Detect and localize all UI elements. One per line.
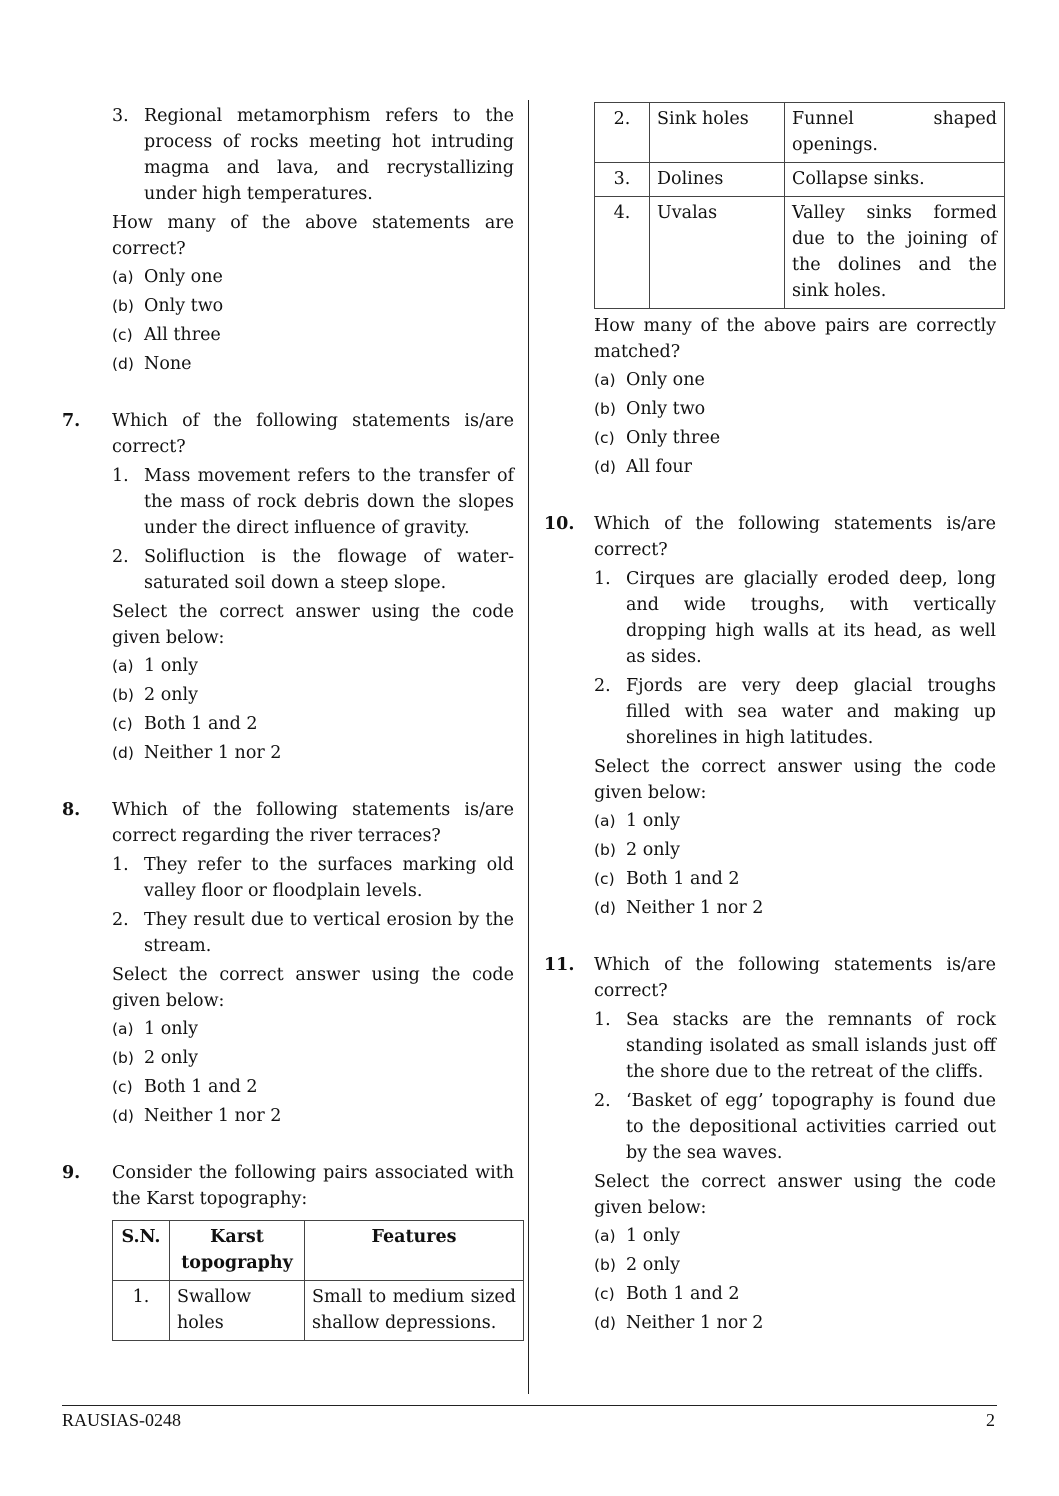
statement-number: 1. <box>594 1010 611 1030</box>
question-number: 7. <box>62 411 81 431</box>
option-a: (a) 1 only <box>112 1019 198 1039</box>
cell-karst: Sink holes <box>650 103 785 163</box>
option-c: (c) Both 1 and 2 <box>594 1284 740 1304</box>
question-9 <box>62 1160 514 1341</box>
question-prompt: How many of the above pairs are correctly matched? <box>594 316 996 362</box>
option-d: (d) None <box>112 354 192 374</box>
statement-item <box>594 566 996 670</box>
option-b: (b) Only two <box>594 399 706 419</box>
option-c: (c) Only three <box>594 428 721 448</box>
option-d: (d) Neither 1 nor 2 <box>112 743 282 763</box>
option-a: (a) Only one <box>594 370 705 390</box>
cell-features: Funnel shaped openings. <box>785 103 1005 163</box>
statement-item <box>112 907 514 959</box>
question-text: Which of the following statements is/are correct? <box>112 411 514 457</box>
footer-document-code: RAUSIAS-0248 <box>62 1410 182 1430</box>
question-text: Which of the following statements is/are correct? <box>594 514 996 560</box>
cell-sn: 3. <box>595 163 650 197</box>
question-number: 9. <box>62 1163 81 1183</box>
cell-sn: 1. <box>113 1281 170 1341</box>
header-karst: Karst topography <box>170 1221 305 1281</box>
option-d: (d) All four <box>594 457 693 477</box>
cell-sn: 2. <box>595 103 650 163</box>
statement-text: Regional metamorphism refers to the process of rocks meeting hot intruding magma and lava, and recrystallizing under high temperatures. <box>144 106 514 204</box>
cell-features: Small to medium sized shallow depressions. <box>305 1281 524 1341</box>
question-text: Which of the following statements is/are correct regarding the river terraces? <box>112 800 514 846</box>
statement-number: 1. <box>594 569 611 589</box>
statement-number: 2. <box>112 910 129 930</box>
statement-item <box>594 673 996 751</box>
option-a: (a) 1 only <box>594 1226 680 1246</box>
statement-text: They result due to vertical erosion by the stream. <box>144 910 514 956</box>
question-text: Consider the following pairs associated with the Karst topography: <box>112 1163 514 1209</box>
table-row <box>595 163 1005 197</box>
statement-text: Solifluction is the flowage of water-saturated soil down a steep slope. <box>144 547 514 593</box>
question-text: Which of the following statements is/are correct? <box>594 955 996 1001</box>
question-11 <box>544 952 996 1337</box>
question-prompt: Select the correct answer using the code given below: <box>112 965 514 1011</box>
statement-number: 3. <box>112 106 129 126</box>
statement-item <box>112 852 514 904</box>
option-b: (b) 2 only <box>112 1048 198 1068</box>
option-c: (c) All three <box>112 325 221 345</box>
statement-item <box>594 1007 996 1085</box>
cell-karst: Swallow holes <box>170 1281 305 1341</box>
cell-features: Collapse sinks. <box>785 163 1005 197</box>
statement-item <box>112 544 514 596</box>
option-d: (d) Neither 1 nor 2 <box>112 1106 282 1126</box>
question-prompt: Select the correct answer using the code given below: <box>594 1172 996 1218</box>
option-a: (a) 1 only <box>112 656 198 676</box>
footer-rule <box>62 1405 997 1406</box>
option-a: (a) Only one <box>112 267 223 287</box>
header-features: Features <box>305 1221 524 1281</box>
statement-item <box>594 1088 996 1166</box>
option-b: (b) Only two <box>112 296 224 316</box>
option-b: (b) 2 only <box>594 1255 680 1275</box>
column-divider <box>528 100 529 1394</box>
question-8 <box>62 797 514 1130</box>
statement-text: ‘Basket of egg’ topography is found due to the depositional activities carried out by the sea waves. <box>626 1091 996 1163</box>
statement-text: Cirques are glacially eroded deep, long and wide troughs, with vertically dropping high walls at its head, as well as sides. <box>626 569 996 667</box>
option-a: (a) 1 only <box>594 811 680 831</box>
header-sn: S.N. <box>113 1221 170 1281</box>
question-6-continuation <box>62 103 514 378</box>
left-column <box>62 100 514 1341</box>
statement-number: 1. <box>112 855 129 875</box>
table-row <box>113 1281 524 1341</box>
option-b: (b) 2 only <box>112 685 198 705</box>
cell-karst: Uvalas <box>650 197 785 309</box>
footer-page-number: 2 <box>986 1410 995 1430</box>
statement-number: 1. <box>112 466 129 486</box>
option-d: (d) Neither 1 nor 2 <box>594 898 764 918</box>
statement-text: Fjords are very deep glacial troughs filled with sea water and making up shorelines in high latitudes. <box>626 676 996 748</box>
statement-text: Sea stacks are the remnants of rock standing isolated as small islands just off the shore due to the retreat of the cliffs. <box>626 1010 996 1082</box>
table-row <box>595 197 1005 309</box>
question-9-continuation <box>544 102 996 481</box>
statement-number: 2. <box>594 676 611 696</box>
option-c: (c) Both 1 and 2 <box>594 869 740 889</box>
statement-number: 2. <box>594 1091 611 1111</box>
question-7 <box>62 408 514 767</box>
question-prompt: Select the correct answer using the code given below: <box>112 602 514 648</box>
question-10 <box>544 511 996 922</box>
statement-item <box>112 463 514 541</box>
option-c: (c) Both 1 and 2 <box>112 1077 258 1097</box>
statement-text: Mass movement refers to the transfer of the mass of rock debris down the slopes under the direct influence of gravity. <box>144 466 514 538</box>
table-header-row <box>113 1221 524 1281</box>
option-c: (c) Both 1 and 2 <box>112 714 258 734</box>
karst-table <box>112 1220 524 1341</box>
right-column <box>544 102 996 1337</box>
option-d: (d) Neither 1 nor 2 <box>594 1313 764 1333</box>
cell-features: Valley sinks formed due to the joining of the dolines and the sink holes. <box>785 197 1005 309</box>
question-prompt: How many of the above statements are correct? <box>112 213 514 259</box>
karst-table-continued <box>594 102 1005 309</box>
cell-sn: 4. <box>595 197 650 309</box>
statement-text: They refer to the surfaces marking old valley floor or floodplain levels. <box>144 855 514 901</box>
question-prompt: Select the correct answer using the code given below: <box>594 757 996 803</box>
statement-item <box>112 103 514 207</box>
statement-number: 2. <box>112 547 129 567</box>
option-b: (b) 2 only <box>594 840 680 860</box>
cell-karst: Dolines <box>650 163 785 197</box>
question-number: 11. <box>544 955 575 975</box>
question-number: 8. <box>62 800 81 820</box>
question-number: 10. <box>544 514 575 534</box>
table-row <box>595 103 1005 163</box>
